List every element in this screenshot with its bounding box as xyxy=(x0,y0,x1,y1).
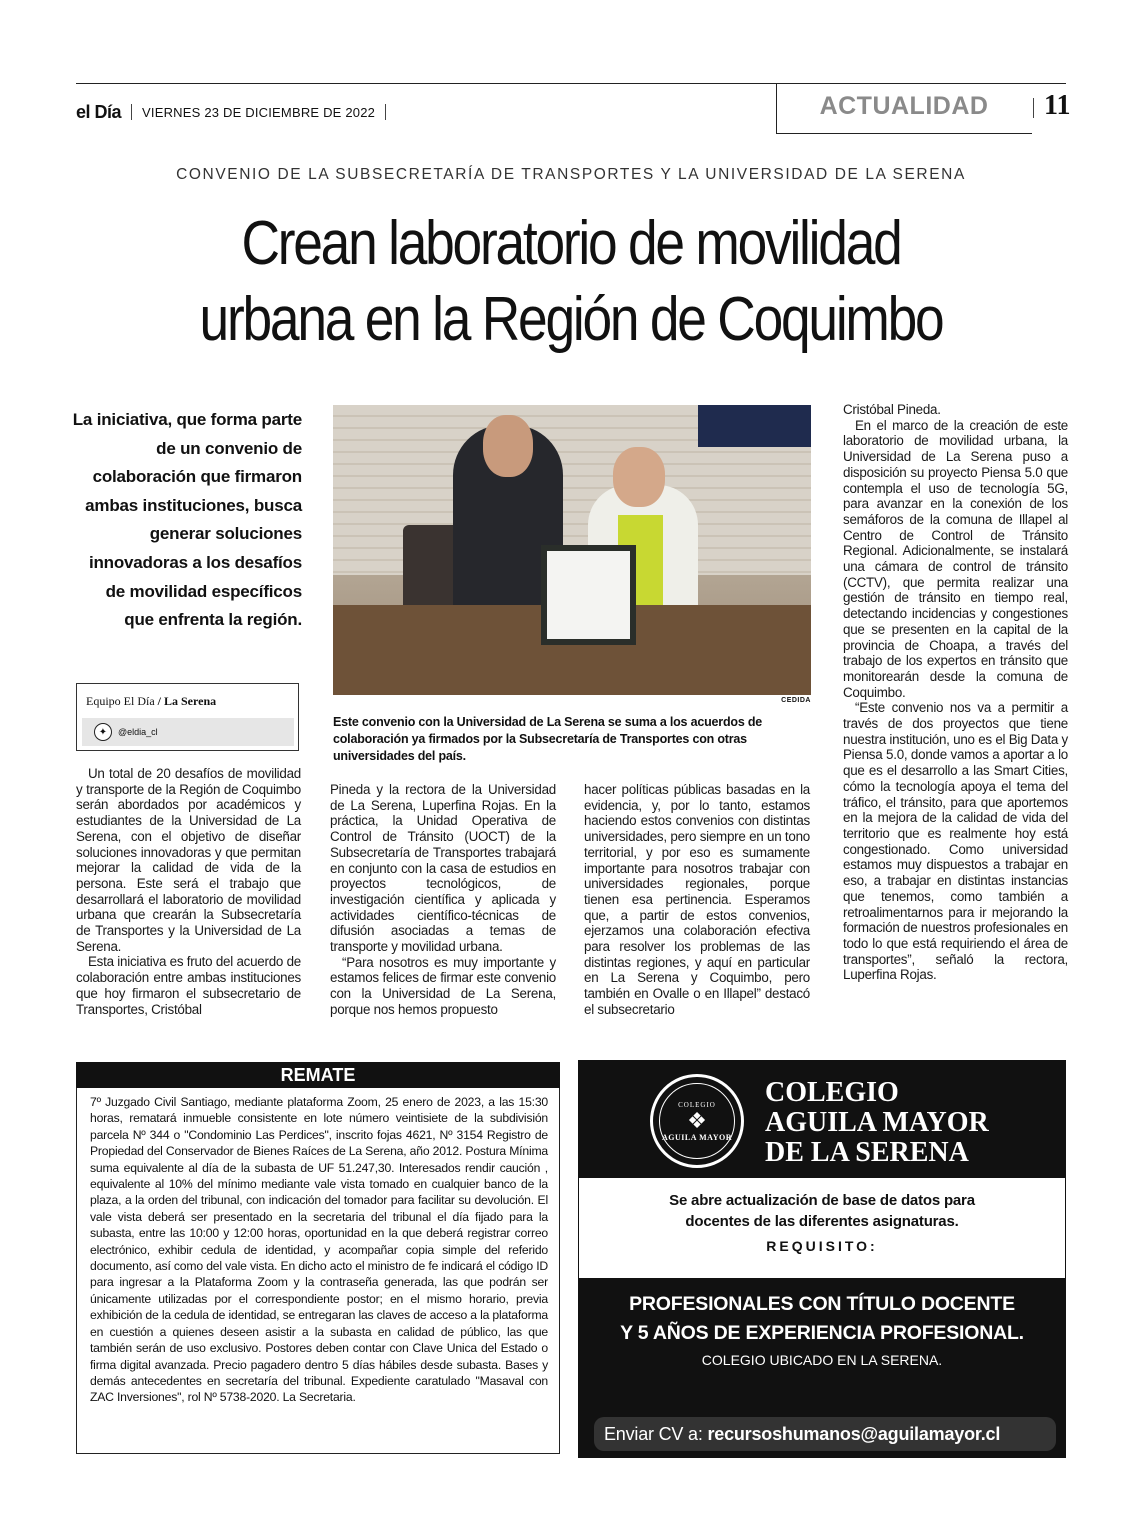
twitter-icon: ✦ xyxy=(94,723,112,741)
paragraph: Pineda y la rectora de la Universidad de La Serena, Luperfina Rojas. En la práctica, la Unidad Operativa de Control de Tránsito (UOCT) de la Subsecretaría de Transportes trabajará en conjunto con la casa de estudios en proyectos tecnológicos, de investigación científica y aplicada y actividades científico-técnicas de difusión asociadas a temas de transporte y movilidad urbana. xyxy=(330,782,556,955)
ad-requirements xyxy=(578,1290,1066,1348)
photo-credit: CEDIDA xyxy=(781,697,811,704)
seal-top-text: COLEGIO xyxy=(678,1100,716,1109)
article-column-4 xyxy=(843,402,1068,983)
issue-date: VIERNES 23 DE DICIEMBRE DE 2022 xyxy=(142,104,376,120)
photo-screen xyxy=(698,405,811,447)
headline-line: Crean laboratorio de movilidad xyxy=(241,209,901,278)
article-lead: La iniciativa, que forma parte de un convenio de colaboración que firmaron ambas instituciones, busca generar soluciones innovadoras a los desafíos de movilidad específicos que enfrenta la región. xyxy=(72,410,302,630)
school-name-line: DE LA SERENA xyxy=(765,1137,969,1168)
cv-label: Enviar CV a: xyxy=(604,1424,708,1444)
ad-announcement xyxy=(578,1190,1066,1232)
article-column-3 xyxy=(584,782,810,1018)
byline-city: La Serena xyxy=(164,694,217,708)
byline xyxy=(86,694,216,709)
paragraph: En el marco de la creación de este laboratorio de movilidad urbana, la Universidad de La Serena puso a disposición su proyecto Piensa 5.0 que contempla el uso de tecnología 5G, para avanzar en la conexión de los semáforos de la comuna de Illapel al Centro de Control de Tránsito Regional. Adicionalmente, se instalará una cámara de control de tránsito (CCTV), que permita realizar una gestión de tránsito en tiempo real, detectando incidencias y congestiones que se presenten en la capital de la provincia de Choapa, a través del trabajo de los expertos en tránsito que monitorearán desde la comuna de Coquimbo. xyxy=(843,417,1068,700)
article-photo xyxy=(333,405,811,695)
ad-cv-contact xyxy=(594,1417,1056,1451)
photo-caption: Este convenio con la Universidad de La Serena se suma a los acuerdos de colaboración ya firmados por la Subsecretaría de Transportes con otras universidades del país. xyxy=(333,715,763,763)
eagle-icon: ❖ xyxy=(687,1107,707,1133)
ad-requirement-line: PROFESIONALES CON TÍTULO DOCENTE xyxy=(629,1293,1015,1315)
photo-document xyxy=(541,545,636,645)
paragraph: Cristóbal Pineda. xyxy=(843,402,941,417)
ad-line: docentes de las diferentes asignaturas. xyxy=(685,1213,959,1230)
masthead xyxy=(76,100,386,124)
paragraph: “Para nosotros es muy importante y estamos felices de firmar este convenio con la Universidad de La Serena, porque nos hemos propuesto xyxy=(330,954,556,1017)
photo-woman-head xyxy=(613,447,665,507)
page-number: 11 xyxy=(1044,90,1071,121)
article-column-1 xyxy=(76,766,301,1017)
school-name-line: AGUILA MAYOR xyxy=(765,1107,989,1138)
remate-title: REMATE xyxy=(76,1062,560,1088)
ad-requirement-line: Y 5 AÑOS DE EXPERIENCIA PROFESIONAL. xyxy=(620,1322,1024,1344)
byline-slash: / xyxy=(154,694,164,708)
seal-bottom-text: AGUILA MAYOR xyxy=(662,1132,732,1142)
article-column-2 xyxy=(330,782,556,1018)
remate-text: 7º Juzgado Civil Santiago, mediante plataforma Zoom, 25 enero de 2023, a las 15:30 horas, rematará inmueble consistente en lote número veintisiete de la subdivisión parcela Nº 344 o "Condominio Las Perdices", inscrito fojas 4621, Nº 3154 Registro de Propiedad del Conservador de Bienes Raíces de La Serena, año 2012. Postura Mínima suma equivalente al día de la subasta de UF 51.247,30. Interesados rendir caución , equivalente al 10% del mínimo mediante vale vista tomado en cualquier banco de la plaza, a la orden del tribunal, con indicación del tomador para facilitar su devolución. El vale vista deberá ser presentado en la secretaria del tribunal el día fijado para la subasta, entre las 10:00 y 12:00 horas, oportunidad en la que deberá registrar correo electrónico, exhibir cedula de identidad, y acompañar copia simple del referido documento, así como del vale vista. En dicho acto el ministro de fe indicará el código ID para ingresar a la Plataforma Zoom y la contraseña generada, las que podrán ser únicamente utilizadas por el correspondiente postor; en el mismo horario, previa exhibición de la cedula de identidad, se entregaran las claves de acceso a la plataforma en cuestión a quienes deseen asistir a la subasta en calidad de público, las que también serán de uso exclusivo. Postores deben contar con Clave Unica del Estado o firma digital avanzada. Precio pagadero dentro 5 días hábiles desde subasta. Bases y demás antecedentes en secretaría del tribunal. Expediente caratulado "Masaval con ZAC Inversiones", rol Nº 5738-2020. La Secretaria. xyxy=(90,1095,548,1405)
divider xyxy=(385,104,386,120)
article-headline xyxy=(132,206,1011,358)
paragraph: Un total de 20 desafíos de movilidad y transporte de la Región de Coquimbo serán abordados por académicos y estudiantes de la Universidad de La Serena, con el objetivo de diseñar soluciones innovadoras y que permitan mejorar la calidad de vida de la persona. Este será el trabajo que desarrollará el laboratorio de movilidad urbana que crearán la Subsecretaría de Transportes y la Universidad de La Serena. xyxy=(76,766,301,954)
byline-author: Equipo El Día xyxy=(86,694,155,708)
paragraph: hacer políticas públicas basadas en la evidencia, y, por lo tanto, estamos haciendo estos convenios con distintas universidades, pero siempre en un tono territorial, y por eso es sumamente importante para nosotros trabajar con universidades regionales, porque tienen esa pertinencia. Esperamos que, a partir de estos convenios, ejerzamos una colaboración efectiva para resolver los problemas de las distintas regiones, y aquí en particular en La Serena y Coquimbo, pero también en Ovalle o en Illapel” destacó el subsecretario xyxy=(584,782,810,1017)
article-kicker: CONVENIO DE LA SUBSECRETARÍA DE TRANSPORTES Y LA UNIVERSIDAD DE LA SERENA xyxy=(176,166,966,183)
ad-location: COLEGIO UBICADO EN LA SERENA. xyxy=(701,1352,943,1368)
section-name: ACTUALIDAD xyxy=(819,92,989,120)
ad-line: Se abre actualización de base de datos para xyxy=(669,1192,975,1209)
cv-email: recursoshumanos@aguilamayor.cl xyxy=(707,1424,1001,1444)
seal-ring xyxy=(659,1083,735,1159)
divider xyxy=(131,104,132,120)
divider xyxy=(1033,98,1034,118)
paragraph: “Este convenio nos va a permitir a través de dos proyectos que tiene nuestra institución, uno es el Big Data y Piensa 5.0, donde vamos a aportar a lo que es el desarrollo a las Smart Cities, cómo la tecnología apoya el tema del tráfico, el tránsito, para que aportemos en la mejora de la calidad de vida del territorio que es realmente hoy está congestionado. Como universidad estamos muy dispuestos a trabajar en eso, a trabajar en distintas instancias que tenemos, como también a retroalimentarnos para ir mejorando la formación de nuestros profesionales en todo lo que está requiriendo el área de transportes”, señaló la rectora, Luperfina Rojas. xyxy=(843,700,1068,983)
twitter-handle: @eldia_cl xyxy=(118,727,158,737)
school-seal-icon xyxy=(650,1074,744,1168)
photo-man-head xyxy=(483,415,533,477)
ad-requirement-label: REQUISITO: xyxy=(766,1238,878,1254)
headline-line: urbana en la Región de Coquimbo xyxy=(199,285,943,354)
paragraph: Esta iniciativa es fruto del acuerdo de colaboración entre ambas instituciones que hoy firmaron el subsecretario de Transportes, Cristóbal xyxy=(76,954,301,1017)
school-name xyxy=(765,1078,1055,1168)
newspaper-logo: el Día xyxy=(76,101,122,122)
social-handle-bar xyxy=(82,718,294,746)
school-name-line: COLEGIO xyxy=(765,1077,899,1108)
